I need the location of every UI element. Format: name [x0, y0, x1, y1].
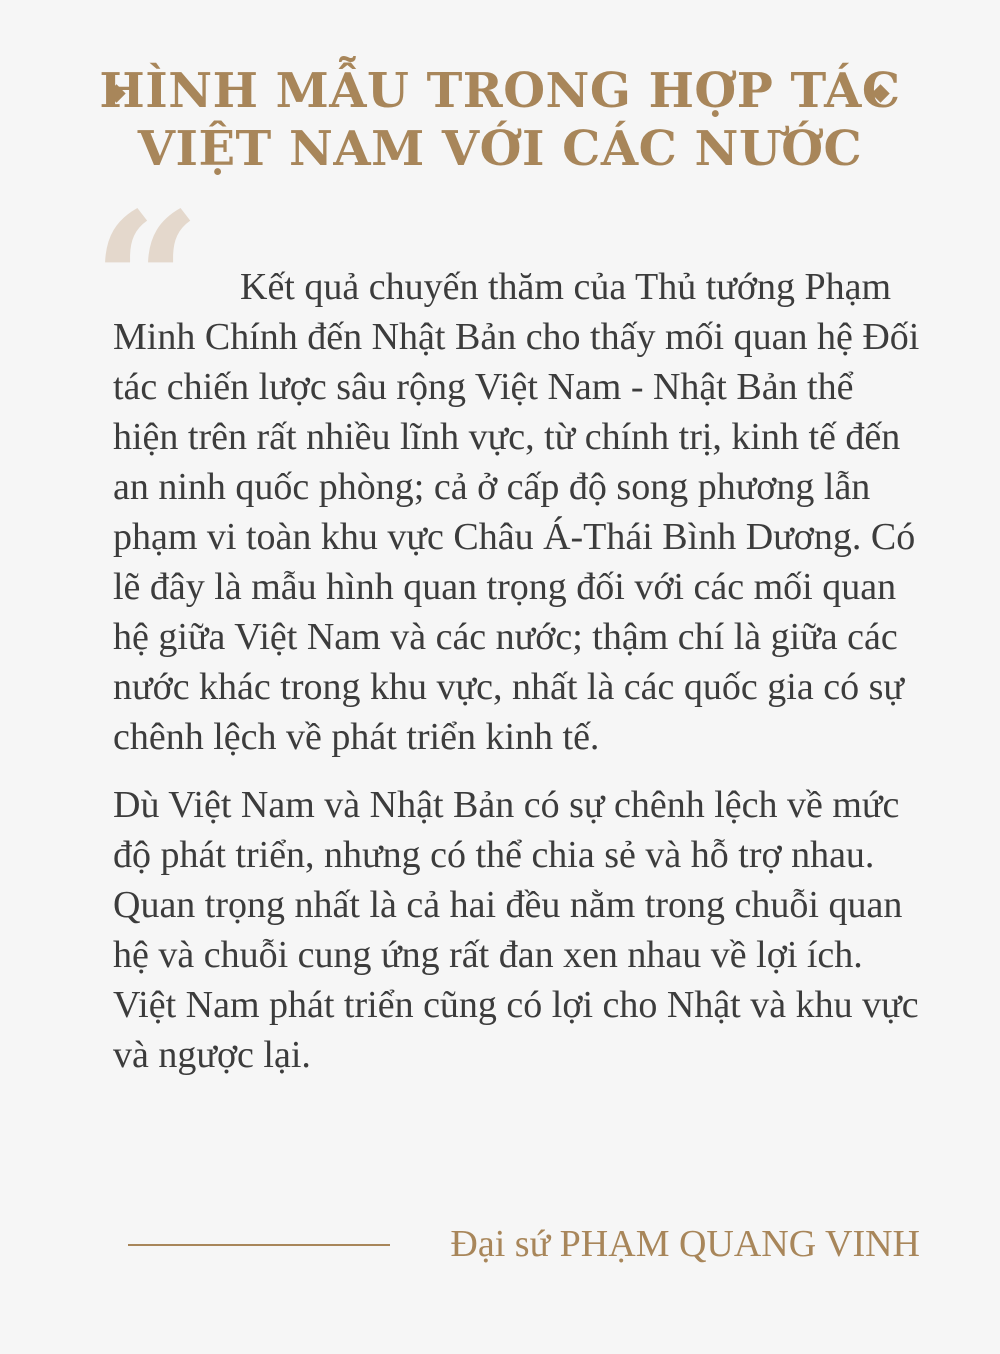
- quote-paragraph-1: Kết quả chuyến thăm của Thủ tướng Phạm Minh Chính đến Nhật Bản cho thấy mối quan hệ Đối tác chiến lược sâu rộng Việt Nam - Nhật Bản thể hiện trên rất nhiều lĩnh vực, từ chính trị, kinh tế đến an ninh quốc phòng; cả ở cấp độ song phương lẫn phạm vi toàn khu vực Châu Á-Thái Bình Dương. Có lẽ đây là mẫu hình quan trọng đối với các mối quan hệ giữa Việt Nam và các nước; thậm chí là giữa các nước khác trong khu vực, nhất là các quốc gia có sự chênh lệch về phát triển kinh tế.: [113, 266, 920, 758]
- quote-body: [113, 262, 923, 1080]
- author-name: Đại sứ PHẠM QUANG VINH: [450, 1223, 920, 1265]
- title-line-2: VIỆT NAM VỚI CÁC NƯỚC: [137, 121, 863, 177]
- author-divider: [128, 1244, 390, 1246]
- title-line-1: HÌNH MẪU TRONG HỢP TÁC: [99, 63, 901, 119]
- quote-mark-icon: “: [92, 171, 202, 394]
- quote-paragraph-2: Dù Việt Nam và Nhật Bản có sự chênh lệch về mức độ phát triển, nhưng có thể chia sẻ và hỗ trợ nhau. Quan trọng nhất là cả hai đều nằm trong chuỗi quan hệ và chuỗi cung ứng rất đan xen nhau về lợi ích. Việt Nam phát triển cũng có lợi cho Nhật và khu vực và ngược lại.: [113, 784, 919, 1076]
- page-title: [0, 62, 1000, 178]
